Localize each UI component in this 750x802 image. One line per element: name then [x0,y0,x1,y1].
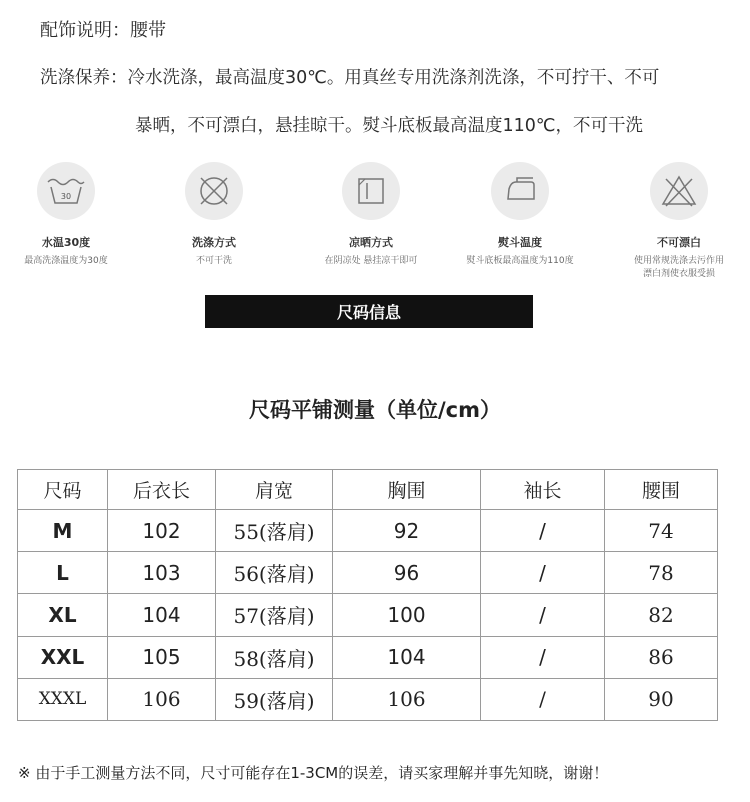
cell-waist: 86 [605,636,718,678]
care-desc [614,255,744,281]
cell-chest: 104 [333,636,481,678]
cell-shoulder: 59(落肩) [216,678,333,720]
cell-back-length: 103 [108,552,216,594]
care-title: 熨斗温度 [498,236,542,249]
care-title: 水温30度 [41,236,91,249]
header-sleeve: 袖长 [481,470,605,510]
cell-waist: 78 [605,552,718,594]
no-bleach-icon [650,162,708,220]
cell-shoulder: 58(落肩) [216,636,333,678]
cell-waist: 74 [605,510,718,552]
accessory-value: 腰带 [130,20,166,41]
care-title: 洗涤方式 [192,236,236,249]
cell-chest: 106 [333,678,481,720]
table-title: 尺码平铺测量（单位/cm） [249,398,501,422]
cell-size: XL [18,594,108,636]
care-item-wash-method [149,162,279,268]
cell-waist: 90 [605,678,718,720]
care-icons-row [0,162,750,282]
measurement-note: ※ 由于手工测量方法不同，尺寸可能存在1-3CM的误差，请买家理解并事先知晓，谢谢！ [18,764,609,782]
header-shoulder: 肩宽 [216,470,333,510]
table-row [18,510,718,552]
header-size: 尺码 [18,470,108,510]
cell-shoulder: 55(落肩) [216,510,333,552]
care-desc: 在阴凉处 悬挂凉干即可 [324,256,418,266]
washing-line-2 [135,112,643,137]
care-title: 不可漂白 [657,236,701,249]
table-row [18,678,718,720]
cell-size: M [18,510,108,552]
accessory-label: 配饰说明： [40,20,130,41]
care-item-no-bleach [614,162,744,281]
cell-sleeve: / [481,594,605,636]
cell-sleeve: / [481,510,605,552]
washtub-30-icon [37,162,95,220]
care-desc: 不可干洗 [195,256,232,266]
care-item-iron-temp [455,162,585,268]
care-desc: 熨斗底板最高温度为110度 [466,256,574,266]
cell-chest: 100 [333,594,481,636]
table-row [18,594,718,636]
cell-back-length: 104 [108,594,216,636]
table-row [18,636,718,678]
care-desc-line: 使用常规洗涤去污作用 [633,256,724,266]
care-item-water-temp [1,162,131,268]
washing-text-2: 暴晒，不可漂白，悬挂晾干。熨斗底板最高温度110℃，不可干洗 [135,116,644,136]
cell-back-length: 102 [108,510,216,552]
washing-text-1: 冷水洗涤，最高温度30℃。用真丝专用洗涤剂洗涤，不可拧干、不可 [127,68,660,88]
iron-icon [491,162,549,220]
cell-sleeve: / [481,552,605,594]
table-row [18,552,718,594]
no-tumble-dry-icon [185,162,243,220]
header-waist: 腰围 [605,470,718,510]
washing-line-1 [40,64,659,89]
header-chest: 胸围 [333,470,481,510]
line-dry-shade-icon [342,162,400,220]
cell-back-length: 105 [108,636,216,678]
cell-back-length: 106 [108,678,216,720]
cell-sleeve: / [481,678,605,720]
cell-shoulder: 57(落肩) [216,594,333,636]
size-table [17,469,718,721]
cell-sleeve: / [481,636,605,678]
washtub-temp-text: 30 [60,192,72,201]
care-desc: 最高洗涤温度为30度 [24,256,108,266]
care-desc-line: 漂白剂使衣服受损 [642,269,715,279]
washing-label: 洗涤保养： [40,68,128,88]
header-back-length: 后衣长 [108,470,216,510]
cell-size: XXXL [18,678,108,720]
size-info-banner: 尺码信息 [205,295,533,328]
care-title: 凉晒方式 [349,236,393,249]
cell-shoulder: 56(落肩) [216,552,333,594]
cell-size: XXL [18,636,108,678]
cell-chest: 92 [333,510,481,552]
cell-chest: 96 [333,552,481,594]
cell-size: L [18,552,108,594]
table-header-row [18,470,718,510]
care-item-drying [306,162,436,268]
accessory-line [40,16,166,42]
cell-waist: 82 [605,594,718,636]
